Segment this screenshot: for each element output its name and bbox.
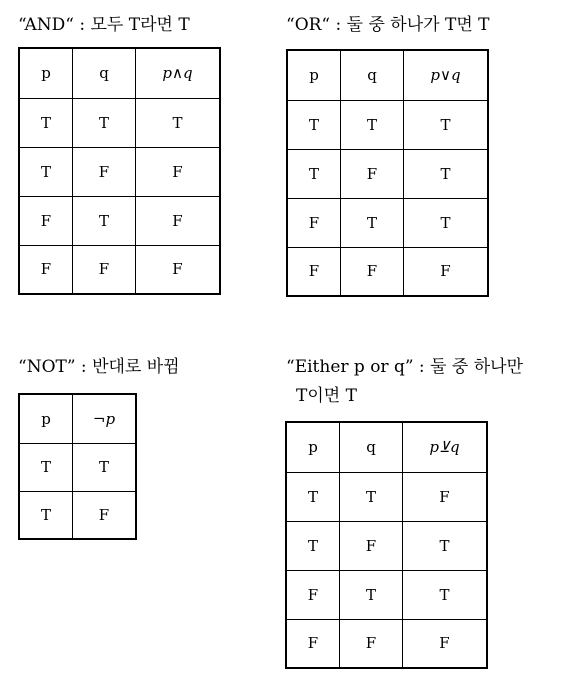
table-cell: T [287,100,341,149]
table-cell: F [404,247,489,296]
table-cell: T [286,521,340,570]
table-cell: T [73,443,137,491]
xor-heading-line2: T이면 T [296,386,357,406]
xor-truth-table [285,421,488,669]
table-cell: F [19,196,73,245]
xor-heading-line1: “Either p or q” : 둘 중 하나만 [286,357,523,377]
table-cell: T [403,521,488,570]
or-heading: “OR“ : 둘 중 하나가 T면 T [286,15,490,35]
or-header-p: p [287,50,341,100]
or-header-result: p∨q [404,50,489,100]
table-cell: F [136,245,221,294]
table-cell: F [136,196,221,245]
table-cell: T [341,100,404,149]
table-cell: T [404,100,489,149]
and-header-p: p [19,48,73,98]
table-cell: F [287,247,341,296]
not-truth-table [18,393,137,540]
and-header-q: q [73,48,136,98]
table-cell: F [403,619,488,668]
and-heading: “AND“ : 모두 T라면 T [18,15,190,35]
table-cell: T [404,149,489,198]
table-cell: T [403,570,488,619]
table-cell: T [341,198,404,247]
table-cell: T [286,472,340,521]
table-cell: T [19,98,73,147]
or-header-q: q [341,50,404,100]
table-cell: T [73,196,136,245]
table-cell: F [19,245,73,294]
table-cell: F [341,247,404,296]
and-header-result: p∧q [136,48,221,98]
xor-header-p: p [286,422,340,472]
not-header-result: ¬p [73,394,137,443]
and-truth-table [18,47,221,295]
table-cell: F [340,619,403,668]
table-cell: F [403,472,488,521]
table-cell: T [340,570,403,619]
table-cell: T [73,98,136,147]
table-cell: F [136,147,221,196]
table-cell: T [19,147,73,196]
table-cell: T [19,443,73,491]
xor-header-q: q [340,422,403,472]
table-cell: T [340,472,403,521]
table-cell: F [340,521,403,570]
xor-header-result: p⊻q [403,422,488,472]
table-cell: F [341,149,404,198]
table-cell: T [19,491,73,539]
not-heading: “NOT” : 반대로 바뀜 [18,357,180,377]
not-header-p: p [19,394,73,443]
table-cell: T [287,149,341,198]
table-cell: T [404,198,489,247]
table-cell: F [73,147,136,196]
or-truth-table [286,49,489,297]
table-cell: T [136,98,221,147]
table-cell: F [287,198,341,247]
table-cell: F [286,619,340,668]
table-cell: F [286,570,340,619]
table-cell: F [73,245,136,294]
table-cell: F [73,491,137,539]
